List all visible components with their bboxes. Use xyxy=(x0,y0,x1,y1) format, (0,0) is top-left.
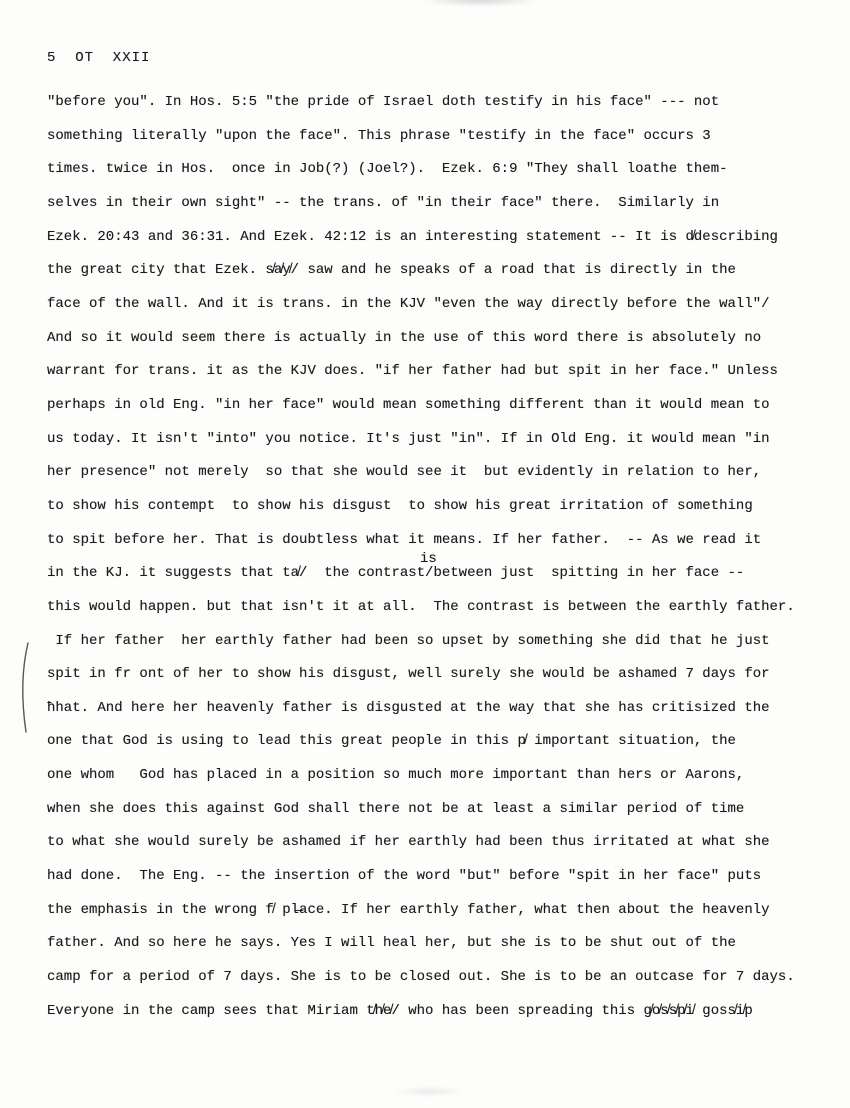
text-line: selves in their own sight" -- the trans. of "in their face" there. Similarly in xyxy=(47,194,720,211)
text-line: the great city that Ezek. s̸a̸y̸/ saw and he speaks of a road that is directly in the xyxy=(47,262,736,279)
text-line: camp for a period of 7 days. She is to be closed out. She is to be an outcase for 7 days. xyxy=(47,969,795,986)
text-line: one that God is using to lead this great people in this p̸ important situation, the xyxy=(47,733,736,750)
scan-smudge-bottom xyxy=(392,1087,467,1096)
text-line: Ezek. 20:43 and 36:31. And Ezek. 42:12 is an interesting statement -- It is d̸describing xyxy=(47,228,778,245)
typed-text-body xyxy=(47,86,830,1028)
text-line: times. twice in Hos. once in Job(?) (Joel?). Ezek. 6:9 "They shall loathe them- xyxy=(47,161,728,178)
text-line: to show his contempt to show his disgust to show his great irritation of something xyxy=(47,497,753,514)
text-line: to spit before her. That is doubtless what it means. If her father. -- As we read it xyxy=(47,531,762,548)
text-line: And so it would seem there is actually in the use of this word there is absolutely no xyxy=(47,329,762,346)
text-line: something literally "upon the face". This phrase "testify in the face" occurs 3 xyxy=(47,127,711,144)
text-line: spit in fr ont of her to show his disgust, well surely she would be ashamed 7 days for xyxy=(47,666,770,683)
text-line: perhaps in old Eng. "in her face" would mean something different than it would mean to xyxy=(47,396,770,413)
text-line: Everyone in the camp sees that Miriam t̸h̸e̸/ who has been spreading this g̸o̸s̸s̸p̸i̸ goss̸i̸p xyxy=(47,1002,753,1019)
text-line: when she does this against God shall there not be at least a similar period of time xyxy=(47,800,745,817)
text-line: us today. It isn't "into" you notice. It's just "in". If in Old Eng. it would mean "in xyxy=(47,430,770,447)
text-line: this would happen. but that isn't it at all. The contrast is between the earthly father. xyxy=(47,598,795,615)
page-header: 5 OT XXII xyxy=(47,50,151,66)
text-line: face of the wall. And it is trans. in the KJV "even the way directly before the wall"/ xyxy=(47,295,770,312)
text-line: to what she would surely be ashamed if her earthly had been thus irritated at what she xyxy=(47,834,770,851)
margin-pen-mark xyxy=(16,640,38,736)
text-line: had done. The Eng. -- the insertion of the word "but" before "spit in her face" puts xyxy=(47,868,762,885)
text-line: "before you". In Hos. 5:5 "the pride of Israel doth testify in his face" --- not xyxy=(47,94,720,110)
text-line: one whom God has placed in a position so much more important than hers or Aarons, xyxy=(47,767,745,784)
interlinear-insertion: is xyxy=(420,551,437,567)
text-line: her presence" not merely so that she would see it but evidently in relation to her, xyxy=(47,464,762,481)
scan-smudge-top xyxy=(420,0,540,6)
text-line: ħhat. And here her heavenly father is disgusted at the way that she has critisized the xyxy=(47,699,770,716)
text-line: the emphasis in the wrong f̸ pl̶ace. If her earthly father, what then about the heavenly xyxy=(47,901,770,918)
text-line: warrant for trans. it as the KJV does. "if her father had but spit in her face." Unless xyxy=(47,363,778,380)
text-line: in the KJ. it suggests that ta̸/ the contrast/between just spitting in her face -- xyxy=(47,565,745,582)
text-line: father. And so here he says. Yes I will heal her, but she is to be shut out of the xyxy=(47,935,736,952)
text-line: If her father her earthly father had been so upset by something she did that he just xyxy=(47,632,770,649)
